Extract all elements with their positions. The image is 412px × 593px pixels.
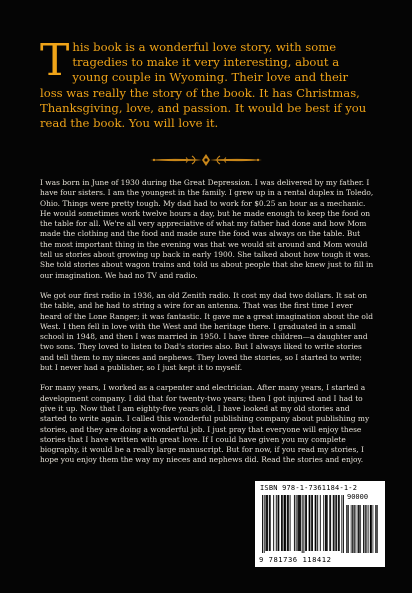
barcode-bar: [315, 495, 316, 551]
barcode-bar: [309, 495, 310, 551]
addon-bar: [353, 505, 354, 553]
addon-bar: [377, 505, 378, 553]
addon-bar: [376, 505, 377, 553]
barcode-bar: [306, 495, 307, 551]
isbn-barcode: [255, 481, 385, 567]
ean-digits: 9 781736 118412: [259, 555, 332, 564]
barcode-bar: [311, 495, 312, 551]
ornament-divider-icon: [148, 152, 264, 168]
cover-blurb: [40, 35, 374, 131]
barcode-bar: [270, 495, 271, 551]
barcode-bar: [326, 495, 327, 551]
barcode-bar: [284, 495, 285, 551]
addon-bar: [358, 505, 359, 553]
barcode-bar: [323, 495, 324, 551]
biography-paragraph: We got our first radio in 1936, an old Zenith radio. It cost my dad two dollars. It sat on the table, and he had to string a wire for an antenna. That was the first time I ever heard of the Lone Ranger; it was fantastic. It gave me a great imagination about the old West. I then fell in love with the West and the heritage there. I graduated in a small school in 1948, and then I was married in 1950. I have three children—a daughter and two sons. They loved to listen to Dad's stories also. But I always liked to write stories and tell them to my nieces and nephews. They loved the stories, so I started to write; but I never had a publisher, so I just kept it to myself.: [40, 290, 373, 373]
barcode-bar: [343, 495, 344, 553]
addon-bar: [366, 505, 367, 553]
barcode-bar: [317, 495, 318, 551]
barcode-bar: [334, 495, 335, 551]
barcode-bar: [264, 495, 265, 553]
isbn-label: ISBN 978-1-7361184-1-2: [260, 484, 358, 492]
barcode-bar: [305, 495, 306, 551]
barcode-bar: [298, 495, 299, 551]
barcode-bar: [273, 495, 274, 551]
barcode-bar: [288, 495, 289, 551]
addon-bar: [375, 505, 376, 553]
barcode-bar: [341, 495, 342, 553]
addon-bar: [373, 505, 374, 553]
author-biography: [40, 178, 374, 476]
barcode-bar: [302, 495, 303, 553]
addon-bar: [368, 505, 369, 553]
addon-bar: [351, 505, 352, 553]
addon-bar: [371, 505, 372, 553]
biography-paragraph: I was born in June of 1930 during the Great Depression. I was delivered by my father. I have four sisters. I am the youngest in the family. I grew up in a rental duplex in Toledo, Ohio. Things were pretty tough. My dad had to work for $0.25 an hour as a mechanic. He would sometimes work twelve hours a day, but he made enough to keep the food on the table for all. We're all very appreciative of what my father had done and how Mom made the clothing and the food and made sure the food was always on the table. But the most important thing in the evening was that we would sit around and Mom would tell us stories about growing up back in early 1900. She talked about how tough it was. She told stories about wagon trains and told us about people that she knew just to fill in our imagination. We had no TV and radio.: [40, 178, 374, 280]
addon-bar: [371, 505, 372, 553]
addon-bar: [364, 505, 365, 553]
barcode-bar: [281, 495, 282, 551]
barcode-bar: [284, 495, 285, 551]
barcode-bar: [335, 495, 336, 551]
addon-barcode-bars: [346, 505, 378, 553]
barcode-bar: [312, 495, 313, 551]
barcode-bar: [276, 495, 277, 551]
addon-bar: [360, 505, 361, 553]
barcode-bar: [290, 495, 291, 551]
addon-bar: [365, 505, 366, 553]
barcode-bar: [316, 495, 317, 551]
barcode-bar: [330, 495, 331, 551]
blurb-text: his book is a wonderful love story, with some tragedies to make it very interesting, about a young couple in Wyoming. Their love and their loss was really the story of the book. It has Christmas, Thanksgiving, love, and passion. It would be best if you read the book. You will love it.: [40, 40, 367, 131]
ean-barcode-bars: [262, 495, 344, 553]
addon-bar: [348, 505, 349, 553]
barcode-bar: [262, 495, 263, 553]
barcode-bar: [339, 495, 340, 551]
barcode-bar: [266, 495, 267, 551]
barcode-bar: [333, 495, 334, 551]
barcode-bar: [287, 495, 288, 551]
addon-bar: [358, 505, 359, 553]
barcode-bar: [336, 495, 337, 551]
barcode-bar: [278, 495, 279, 551]
addon-bar: [356, 505, 357, 553]
barcode-bar: [296, 495, 297, 551]
barcode-bar: [278, 495, 279, 551]
drop-cap: T: [40, 35, 70, 86]
barcode-bar: [327, 495, 328, 551]
barcode-bar: [285, 495, 286, 551]
barcode-bar: [282, 495, 283, 551]
addon-bar: [363, 505, 364, 553]
addon-bar: [359, 505, 360, 553]
barcode-bar: [329, 495, 330, 551]
addon-bar: [347, 505, 348, 553]
barcode-bar: [338, 495, 339, 551]
barcode-bar: [325, 495, 326, 551]
biography-paragraph: For many years, I worked as a carpenter and electrician. After many years, I started a development company. I did that for twenty-two years; then I got injured and I had to give it up. Now that I am eighty-five years old, I have looked at my old stories and started to write again. I called this wonderful publishing company about publishing my stories, and they are doing a wonderful job. I just pray that everyone will enjoy these stories that I have written with great love. If I could have given you my complete biography, it would be a really large manuscript. But for now, if you read my stories, I hope you enjoy them the way my nieces and nephews did. Read the stories and enjoy.: [40, 383, 370, 465]
barcode-bar: [294, 495, 295, 551]
price-code: 90000: [347, 493, 369, 501]
barcode-bar: [320, 495, 321, 551]
addon-bar: [370, 505, 371, 553]
barcode-bar: [300, 495, 301, 551]
addon-bar: [346, 505, 347, 553]
barcode-bar: [269, 495, 270, 551]
barcode-bar: [309, 495, 310, 551]
addon-bar: [352, 505, 353, 553]
barcode-bar: [297, 495, 298, 551]
barcode-bar: [299, 495, 300, 551]
barcode-bar: [303, 495, 304, 553]
barcode-bar: [265, 495, 266, 551]
barcode-bar: [267, 495, 268, 551]
addon-bar: [354, 505, 355, 553]
